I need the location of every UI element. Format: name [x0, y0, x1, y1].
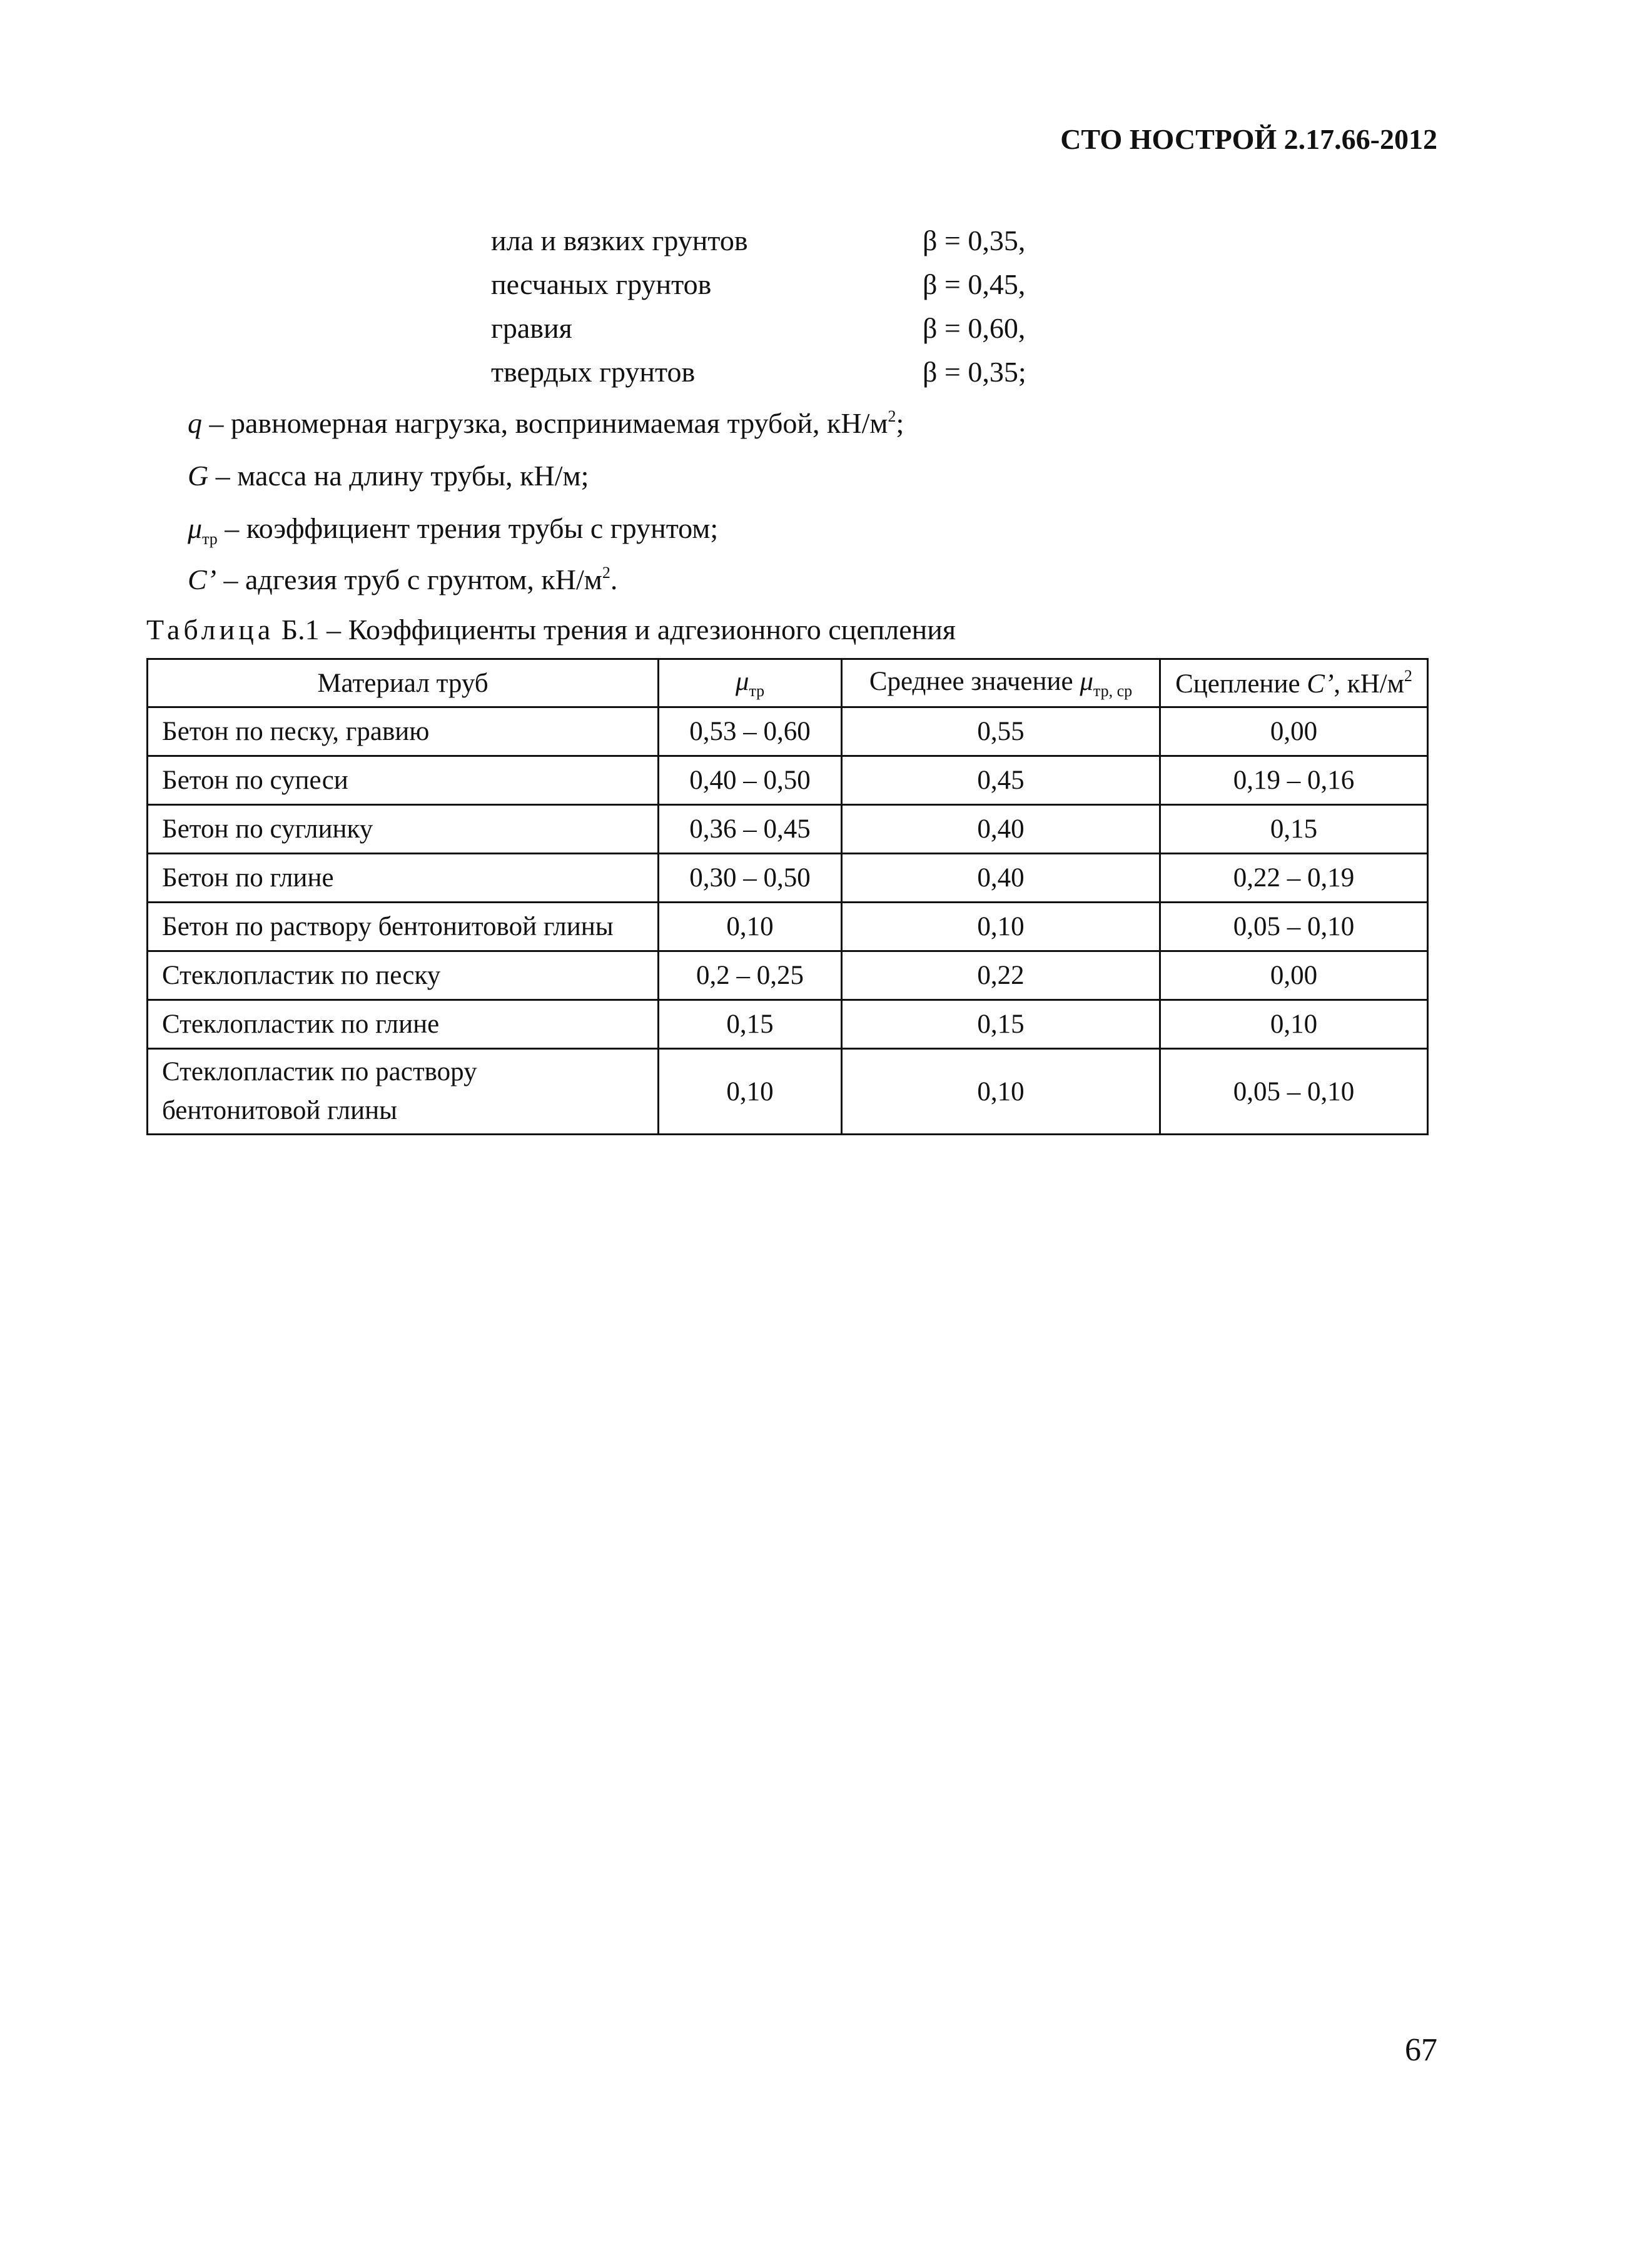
document-code-header: СТО НОСТРОЙ 2.17.66-2012 [1060, 123, 1437, 155]
cell-adhesion: 0,05 – 0,10 [1160, 1049, 1428, 1135]
symbol-q: q [188, 407, 202, 439]
cell-adhesion: 0,10 [1160, 1000, 1428, 1049]
beta-row [491, 268, 1054, 311]
table-header-row [148, 659, 1428, 707]
cell-adhesion: 0,15 [1160, 805, 1428, 854]
cell-mean: 0,45 [842, 756, 1160, 805]
symbol-c: C’ [188, 564, 216, 595]
definition-q [188, 407, 904, 440]
definition-mu [188, 512, 718, 549]
beta-value: β = 0,45, [923, 268, 1026, 300]
cell-material [148, 1049, 659, 1135]
unit-superscript: 2 [888, 407, 896, 425]
cell-adhesion: 0,05 – 0,10 [1160, 903, 1428, 951]
cell-material-line: Стеклопластик по раствору [162, 1057, 477, 1086]
soil-type: песчаных грунтов [491, 268, 712, 300]
table-row [148, 756, 1428, 805]
definition-end: . [610, 564, 618, 595]
cell-mean: 0,15 [842, 1000, 1160, 1049]
beta-row [491, 355, 1054, 399]
soil-type: твердых грунтов [491, 356, 696, 388]
cell-mu: 0,36 – 0,45 [659, 805, 842, 854]
cell-material: Бетон по суглинку [148, 805, 659, 854]
beta-value: β = 0,35; [923, 356, 1026, 388]
friction-table [146, 658, 1429, 1135]
cell-material: Стеклопластик по глине [148, 1000, 659, 1049]
table-row [148, 951, 1428, 1000]
cell-mean: 0,22 [842, 951, 1160, 1000]
cell-mu: 0,40 – 0,50 [659, 756, 842, 805]
cell-adhesion: 0,00 [1160, 707, 1428, 756]
soil-type: ила и вязких грунтов [491, 225, 748, 256]
cell-mu: 0,10 [659, 1049, 842, 1135]
cell-mean: 0,55 [842, 707, 1160, 756]
cell-mean: 0,40 [842, 805, 1160, 854]
cell-adhesion: 0,22 – 0,19 [1160, 854, 1428, 903]
beta-value: β = 0,60, [923, 312, 1026, 344]
beta-value: β = 0,35, [923, 225, 1026, 256]
cell-adhesion: 0,19 – 0,16 [1160, 756, 1428, 805]
cell-material: Бетон по супеси [148, 756, 659, 805]
soil-type: гравия [491, 312, 572, 344]
definition-text: – адгезия труб с грунтом, кН/м [216, 564, 602, 595]
beta-row [491, 311, 1054, 355]
symbol-subscript: тр [202, 530, 218, 548]
cell-mu: 0,2 – 0,25 [659, 951, 842, 1000]
beta-coefficient-list [491, 224, 1054, 399]
table-row [148, 1000, 1428, 1049]
cell-material: Бетон по глине [148, 854, 659, 903]
cell-mean: 0,10 [842, 1049, 1160, 1135]
definition-text: – равномерная нагрузка, воспринимаемая трубой, кН/м [202, 407, 888, 439]
cell-material: Бетон по раствору бентонитовой глины [148, 903, 659, 951]
beta-row [491, 224, 1054, 268]
cell-mean: 0,10 [842, 903, 1160, 951]
symbol-g: G [188, 460, 209, 492]
table-caption [146, 613, 956, 646]
table-row [148, 854, 1428, 903]
header-mean-mu: Среднее значение $\mu_{тр, ср}$ [842, 659, 1160, 707]
cell-material-line: бентонитовой глины [162, 1096, 397, 1125]
table-row [148, 805, 1428, 854]
table-caption-text: Б.1 – Коэффициенты трения и адгезионного сцепления [274, 614, 956, 645]
table-row [148, 903, 1428, 951]
cell-mu: 0,53 – 0,60 [659, 707, 842, 756]
definition-c [188, 563, 617, 596]
cell-material: Стеклопластик по песку [148, 951, 659, 1000]
cell-material: Бетон по песку, гравию [148, 707, 659, 756]
cell-adhesion: 0,00 [1160, 951, 1428, 1000]
unit-superscript: 2 [602, 564, 610, 582]
header-material: Материал труб [148, 659, 659, 707]
table-caption-prefix: Таблица [146, 614, 275, 645]
cell-mu: 0,15 [659, 1000, 842, 1049]
cell-mu: 0,10 [659, 903, 842, 951]
header-mu: $\mu_{тр}$ [659, 659, 842, 707]
cell-mean: 0,40 [842, 854, 1160, 903]
definition-text: – коэффициент трения трубы с грунтом; [217, 512, 719, 544]
definition-g [188, 459, 589, 492]
definition-end: ; [896, 407, 904, 439]
header-adhesion: Сцепление C’, $кН/м^2$ [1160, 659, 1428, 707]
definition-text: – масса на длину трубы, кН/м; [208, 460, 589, 492]
cell-mu: 0,30 – 0,50 [659, 854, 842, 903]
symbol-mu: μ [188, 512, 203, 544]
page-number: 67 [1405, 2032, 1437, 2068]
table-row [148, 1049, 1428, 1135]
table-row [148, 707, 1428, 756]
